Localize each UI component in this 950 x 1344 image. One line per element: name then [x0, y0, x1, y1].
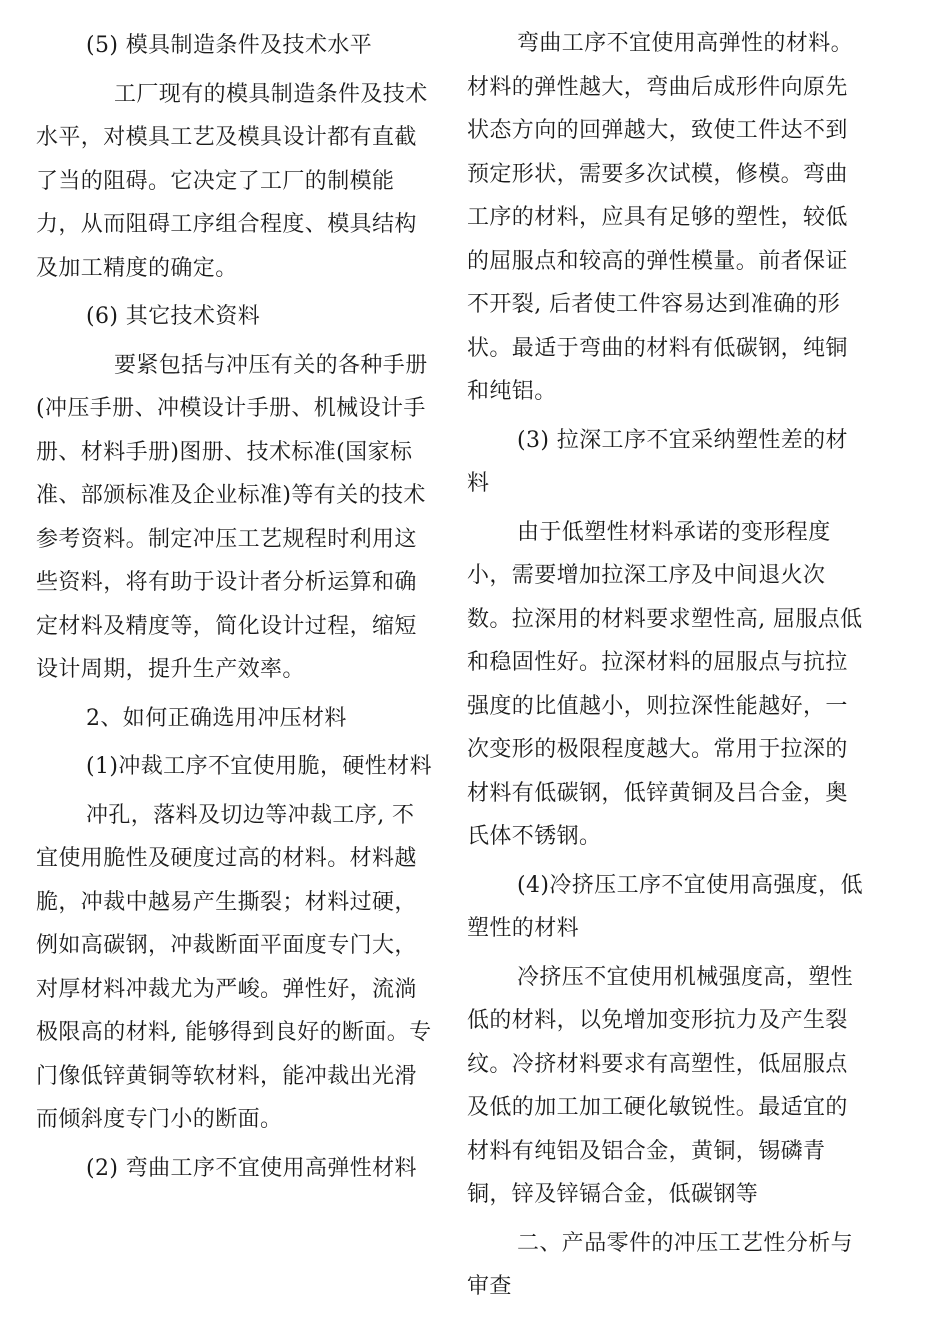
- right-column: [467, 22, 867, 1309]
- paragraph-bending: 弯曲工序不宜使用高弹性的材料。材料的弹性越大，弯曲后成形件向原先状态方向的回弹越大，致使工件达不到预定形状，需要多次试模，修模。弯曲工序的材料，应具有足够的塑性，较低的屈服点和较高的弹性模量。前者保证不开裂, 后者使工件容易达到准确的形状。最适于弯曲的材料有低碳钢，纯铜和纯铝。: [467, 31, 854, 404]
- heading-cold-extrusion: (4)冷挤压工序不宜使用高强度，低塑性的材料: [467, 872, 863, 941]
- heading-section-two: 二、产品零件的冲压工艺性分析与审查: [467, 1230, 854, 1299]
- heading-other-resources: (6) 其它技术资料: [86, 304, 261, 329]
- paragraph-blanking: 冲孔，落料及切边等冲裁工序, 不宜使用脆性及硬度过高的材料。材料越脆，冲裁中越易产生撕裂；材料过硬，例如高碳钢，冲裁断面平面度专门大，对厚材料冲裁尤为严峻。弹性好，流淌极限高的材料, 能够得到良好的断面。专门像低锌黄铜等软材料，能冲裁出光滑而倾斜度专门小的断面。: [36, 802, 432, 1132]
- left-column: [36, 22, 434, 1190]
- paragraph-drawing: 由于低塑性材料承诺的变形程度小，需要增加拉深工序及中间退火次数。拉深用的材料要求塑性高, 屈服点低和稳固性好。拉深材料的屈服点与抗拉强度的比值越小，则拉深性能越好，一次变形的极限程度越大。常用于拉深的材料有低碳钢，低锌黄铜及吕合金，奥氏体不锈钢。: [467, 519, 863, 849]
- heading-mold-conditions: (5) 模具制造条件及技术水平: [86, 33, 373, 58]
- paragraph-mold-conditions: 工厂现有的模具制造条件及技术水平，对模具工艺及模具设计都有直截了当的阻碍。它决定了工厂的制模能力，从而阻碍工序组合程度、模具结构及加工精度的确定。: [36, 81, 428, 281]
- heading-blanking: (1)冲裁工序不宜使用脆，硬性材料: [86, 754, 432, 779]
- heading-drawing: (3) 拉深工序不宜采纳塑性差的材料: [467, 427, 848, 496]
- heading-material-selection: 2、如何正确选用冲压材料: [86, 705, 347, 731]
- paragraph-other-resources: 要紧包括与冲压有关的各种手册(冲压手册、冲模设计手册、机械设计手册、材料手册)图册、技术标准(国家标准、部颁标准及企业标准)等有关的技术参考资料。制定冲压工艺规程时利用这些资料，将有助于设计者分析运算和确定材料及精度等，简化设计过程，缩短设计周期，提升生产效率。: [36, 352, 428, 682]
- paragraph-cold-extrusion: 冷挤压不宜使用机械强度高，塑性低的材料，以免增加变形抗力及产生裂纹。冷挤材料要求有高塑性，低屈服点及低的加工加工硬化敏锐性。最适宜的材料有纯铝及铝合金，黄铜，锡磷青铜，锌及锌镉合金，低碳钢等: [467, 964, 854, 1207]
- heading-bending: (2) 弯曲工序不宜使用高弹性材料: [86, 1155, 417, 1181]
